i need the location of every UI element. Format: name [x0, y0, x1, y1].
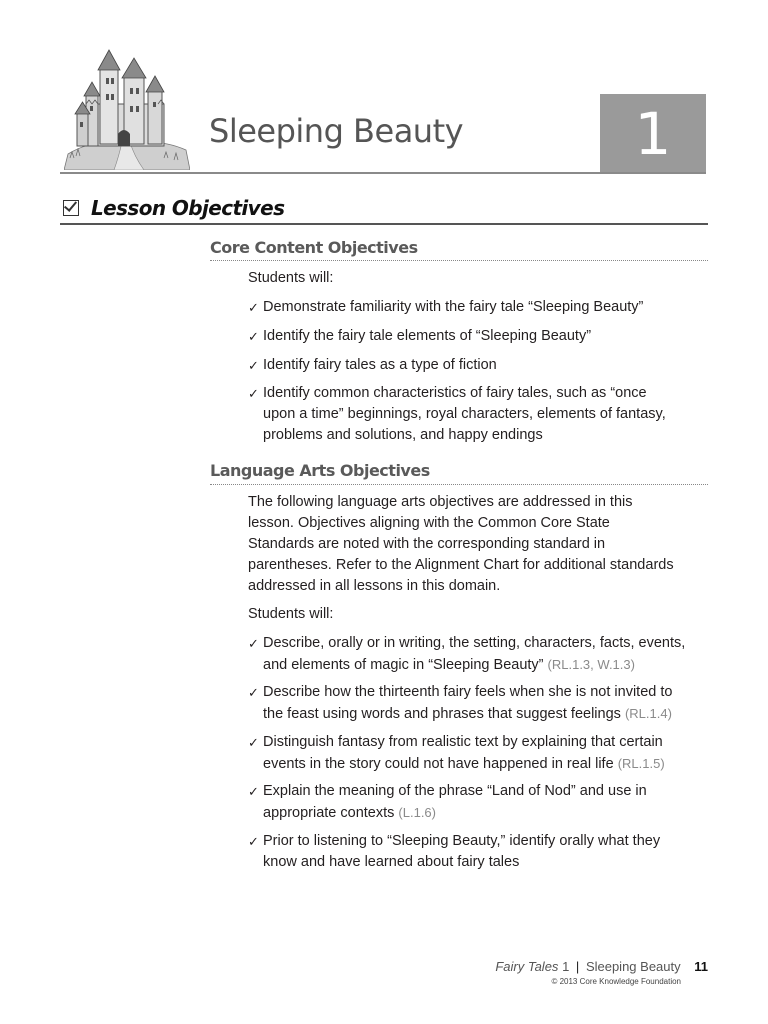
- language-arts-item: [248, 781, 647, 824]
- core-content-item: [248, 355, 497, 376]
- footer-book-number: 1: [562, 959, 570, 974]
- language-arts-title: Language Arts Objectives: [210, 461, 430, 480]
- language-arts-item: [248, 831, 660, 873]
- language-arts-item-text: Distinguish fantasy from realistic text by explaining that certain: [263, 734, 663, 750]
- language-arts-item-text: know and have learned about fairy tales: [263, 854, 520, 870]
- language-arts-item-text: Describe, orally or in writing, the setting, characters, facts, events,: [263, 635, 686, 651]
- checked-box-icon: [63, 200, 79, 216]
- language-arts-item-text: events in the story could not have happened in real life (RL.1.5): [263, 756, 665, 772]
- check-mark-icon: ✓: [248, 386, 259, 401]
- page-footer: [495, 959, 708, 986]
- language-arts-item: [248, 732, 665, 775]
- language-arts-intro: Students will:: [248, 606, 334, 622]
- check-mark-icon: ✓: [248, 685, 259, 700]
- page-number: 11: [694, 959, 708, 974]
- core-content-divider: [210, 260, 708, 261]
- language-arts-item-text: Explain the meaning of the phrase “Land of Nod” and use in: [263, 783, 647, 799]
- standard-reference: (RL.1.3, W.1.3): [547, 657, 635, 672]
- core-content-item: [248, 383, 666, 446]
- check-mark-icon: ✓: [248, 834, 259, 849]
- standard-reference: (RL.1.5): [617, 756, 665, 771]
- lesson-objectives-heading: [60, 196, 284, 220]
- core-content-item-text: problems and solutions, and happy endings: [263, 427, 543, 443]
- footer-copyright: © 2013 Core Knowledge Foundation: [551, 977, 681, 986]
- core-content-item-text: Identify the fairy tale elements of “Sleeping Beauty”: [263, 328, 592, 344]
- check-mark-icon: ✓: [248, 329, 259, 344]
- objectives-divider: [60, 223, 708, 225]
- core-content-item-text: Demonstrate familiarity with the fairy tale “Sleeping Beauty”: [263, 299, 644, 315]
- check-mark-icon: ✓: [248, 636, 259, 651]
- check-mark-icon: ✓: [248, 735, 259, 750]
- language-arts-item-text: Describe how the thirteenth fairy feels when she is not invited to: [263, 684, 673, 700]
- footer-separator: |: [575, 959, 580, 974]
- check-mark-icon: ✓: [248, 300, 259, 315]
- language-arts-item-text: Prior to listening to “Sleeping Beauty,” identify orally what they: [263, 833, 661, 849]
- core-content-item-text: Identify common characteristics of fairy tales, such as “once: [263, 385, 647, 401]
- lesson-objectives-title: Lesson Objectives: [91, 196, 285, 220]
- language-arts-item-text: appropriate contexts (L.1.6): [263, 805, 436, 821]
- footer-chapter: Sleeping Beauty: [585, 959, 681, 974]
- language-arts-item: [248, 633, 685, 676]
- header-divider: [60, 172, 706, 174]
- core-content-item: [248, 297, 643, 318]
- language-arts-item: [248, 682, 672, 725]
- page-title: Sleeping Beauty: [209, 112, 464, 150]
- lesson-number: 1: [600, 94, 706, 173]
- check-mark-icon: ✓: [248, 358, 259, 373]
- language-arts-divider: [210, 484, 708, 485]
- language-arts-paragraph: The following language arts objectives are addressed in this lesson. Objectives aligning with the Common Core State Standards are noted with the corresponding standard in parentheses. Refer to the Alignment Chart for additional standards addressed in all lessons in this domain.: [248, 494, 674, 594]
- language-arts-item-text: and elements of magic in “Sleeping Beauty” (RL.1.3, W.1.3): [263, 657, 635, 673]
- castle-illustration: [64, 46, 190, 170]
- core-content-item-text: Identify fairy tales as a type of fiction: [263, 357, 497, 373]
- standard-reference: (L.1.6): [398, 805, 436, 820]
- language-arts-item-text: the feast using words and phrases that suggest feelings (RL.1.4): [263, 706, 672, 722]
- standard-reference: (RL.1.4): [624, 706, 672, 721]
- check-mark-icon: ✓: [248, 784, 259, 799]
- footer-book-title: Fairy Tales: [495, 959, 559, 974]
- core-content-title: Core Content Objectives: [210, 238, 418, 257]
- core-content-item-text: upon a time” beginnings, royal characters, elements of fantasy,: [263, 406, 666, 422]
- core-content-intro: Students will:: [248, 270, 334, 286]
- core-content-item: [248, 326, 591, 347]
